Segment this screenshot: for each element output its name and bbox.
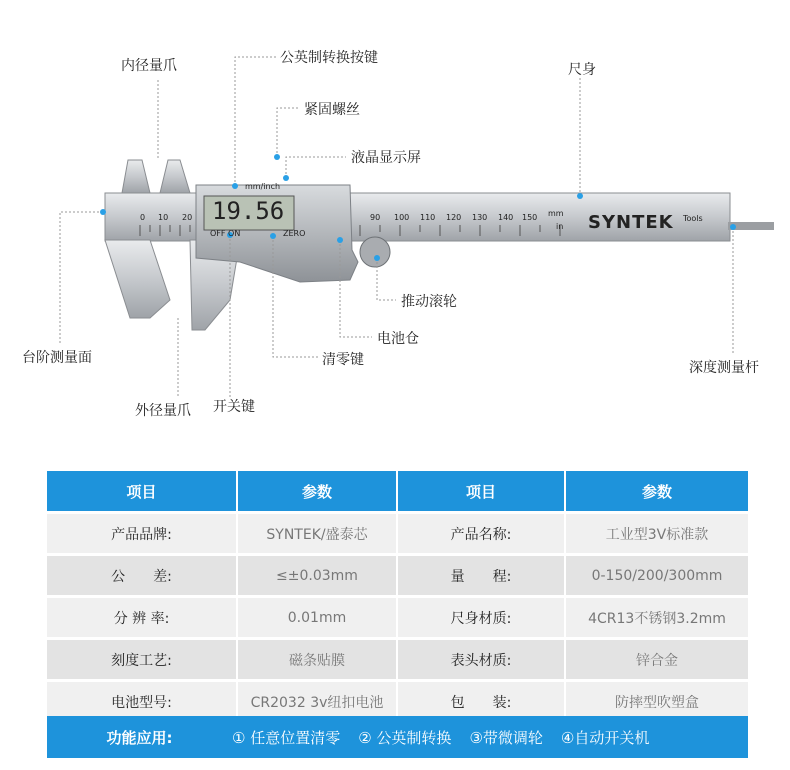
cell-value: 磁条贴膜 [237, 639, 397, 681]
label-outer-jaw: 外径量爪 [135, 403, 191, 419]
inner-jaw-sliding [160, 160, 190, 193]
cell-value: 工业型3V标准款 [565, 513, 748, 555]
cell-key: 尺身材质: [397, 597, 565, 639]
label-unit-button: 公英制转换按键 [280, 50, 378, 66]
thumb-roller-shape [360, 237, 390, 267]
header-item: 项目 [47, 471, 237, 513]
mm-mark: mm [548, 209, 564, 218]
cell-value: 0-150/200/300mm [565, 555, 748, 597]
unit-select-text: mm/inch [245, 182, 281, 191]
label-battery: 电池仓 [377, 331, 419, 347]
function-item: ② 公英制转换 [358, 728, 452, 747]
cell-key: 量 程: [397, 555, 565, 597]
spec-table [47, 471, 748, 721]
cell-key: 分 辨 率: [47, 597, 237, 639]
table-row [47, 597, 748, 639]
label-lcd: 液晶显示屏 [351, 150, 421, 166]
table-row [47, 513, 748, 555]
scale-number: 130 [472, 213, 488, 222]
scale-number: 90 [370, 213, 381, 222]
cell-value: 4CR13不锈钢3.2mm [565, 597, 748, 639]
cell-value: 锌合金 [565, 639, 748, 681]
function-item: ③带微调轮 [469, 728, 543, 747]
scale-number: 120 [446, 213, 462, 222]
cell-key: 表头材质: [397, 639, 565, 681]
cell-key: 公 差: [47, 555, 237, 597]
header-param: 参数 [237, 471, 397, 513]
label-inner-jaw: 内径量爪 [121, 58, 177, 74]
in-mark: in [556, 222, 564, 231]
label-thumb-roller: 推动滚轮 [401, 294, 457, 310]
inner-jaw-fixed [122, 160, 150, 193]
label-ruler-body: 尺身 [568, 62, 596, 78]
brand-mark: SYNTEK [588, 212, 674, 233]
spec-header-row [47, 471, 748, 513]
outer-jaw-fixed [105, 240, 170, 318]
cell-value: CR2032 3v纽扣电池 [237, 681, 397, 722]
scale-number: 20 [182, 213, 193, 222]
scale-number: 140 [498, 213, 514, 222]
label-zero-key: 清零键 [322, 352, 364, 368]
header-param: 参数 [565, 471, 748, 513]
off-on-text: OFF ON [210, 229, 241, 238]
scale-number: 100 [394, 213, 410, 222]
scale-number: 0 [140, 213, 146, 222]
label-power-key: 开关键 [213, 399, 255, 415]
label-step-face: 台阶测量面 [22, 350, 92, 366]
tools-mark: Tools [683, 214, 703, 223]
cell-value: SYNTEK/盛泰芯 [237, 513, 397, 555]
cell-key: 刻度工艺: [47, 639, 237, 681]
cell-key: 电池型号: [47, 681, 237, 722]
cell-key: 产品名称: [397, 513, 565, 555]
cell-key: 包 装: [397, 681, 565, 722]
function-title: 功能应用: [106, 728, 173, 747]
function-bar [47, 716, 748, 758]
table-row [47, 555, 748, 597]
label-depth-rod: 深度测量杆 [689, 360, 759, 376]
table-row [47, 639, 748, 681]
scale-number: 10 [158, 213, 169, 222]
function-item: ① 任意位置清零 [232, 728, 341, 747]
cell-key: 产品品牌: [47, 513, 237, 555]
label-lock-screw: 紧固螺丝 [304, 102, 360, 118]
cell-value: 防摔型吹塑盒 [565, 681, 748, 722]
zero-text: ZERO [283, 229, 306, 238]
cell-value: 0.01mm [237, 597, 397, 639]
cell-value: ≤±0.03mm [237, 555, 397, 597]
scale-number: 110 [420, 213, 436, 222]
function-item: ④自动开关机 [560, 728, 650, 747]
header-item: 项目 [397, 471, 565, 513]
table-row [47, 681, 748, 722]
lcd-reading: 19.56 [212, 197, 285, 225]
scale-number: 150 [522, 213, 538, 222]
